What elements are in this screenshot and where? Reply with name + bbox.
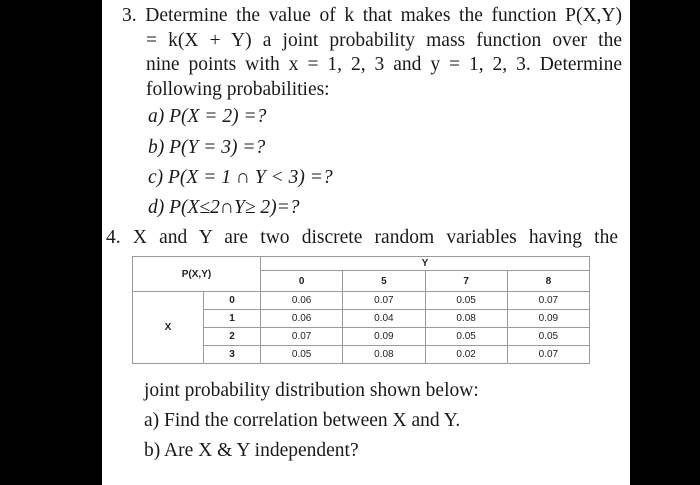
q3-line-2: = k(X + Y) a joint probability mass function over the	[146, 29, 622, 51]
table-cell: 0.07	[507, 346, 589, 364]
table-cell: 0.07	[507, 292, 589, 310]
table-cell: 0.09	[507, 310, 589, 328]
question-3-text	[122, 4, 622, 102]
table-corner-label: P(X,Y)	[133, 257, 261, 292]
table-cell: 0.02	[425, 346, 507, 364]
x-value-header: 0	[204, 292, 261, 310]
q3-part-a: a) P(X = 2) =?	[148, 106, 267, 127]
table-y-label: Y	[261, 257, 590, 271]
question-sheet	[102, 0, 630, 485]
q4-part-b: b) Are X & Y independent?	[144, 440, 359, 461]
y-value-header: 7	[425, 271, 507, 292]
table-cell: 0.08	[425, 310, 507, 328]
table-cell: 0.08	[343, 346, 425, 364]
q3-part-d: d) P(X≤2∩Y≥ 2)=?	[148, 197, 300, 218]
q3-part-b: b) P(Y = 3) =?	[148, 137, 266, 158]
q4-part-a: a) Find the correlation between X and Y.	[144, 410, 461, 431]
question-4-intro: 4. X and Y are two discrete random variables having the	[106, 227, 618, 248]
q3-part-c: c) P(X = 1 ∩ Y < 3) =?	[148, 167, 333, 188]
table-cell: 0.07	[343, 292, 425, 310]
left-black-margin	[0, 0, 102, 485]
x-value-header: 2	[204, 328, 261, 346]
table-cell: 0.06	[261, 310, 343, 328]
table-cell: 0.09	[343, 328, 425, 346]
x-value-header: 3	[204, 346, 261, 364]
q3-line-3: nine points with x = 1, 2, 3 and y = 1, 2, 3. Determine	[146, 54, 622, 75]
table-cell: 0.05	[261, 346, 343, 364]
x-value-header: 1	[204, 310, 261, 328]
table-row	[133, 292, 590, 310]
y-value-header: 0	[261, 271, 343, 292]
q3-line-4: following probabilities:	[146, 78, 330, 100]
table-cell: 0.05	[425, 292, 507, 310]
table-cell: 0.06	[261, 292, 343, 310]
joint-pmf-table	[132, 256, 590, 364]
table-cell: 0.07	[261, 328, 343, 346]
y-value-header: 8	[507, 271, 589, 292]
q4-after-table-text: joint probability distribution shown below:	[144, 380, 479, 401]
y-value-header: 5	[343, 271, 425, 292]
table-cell: 0.05	[507, 328, 589, 346]
joint-pmf-table-container	[124, 250, 614, 378]
table-cell: 0.05	[425, 328, 507, 346]
table-cell: 0.04	[343, 310, 425, 328]
table-x-label: X	[133, 292, 204, 364]
q3-line-1: 3. Determine the value of k that makes the function P(X,Y)	[122, 5, 622, 26]
right-black-margin	[630, 0, 700, 485]
